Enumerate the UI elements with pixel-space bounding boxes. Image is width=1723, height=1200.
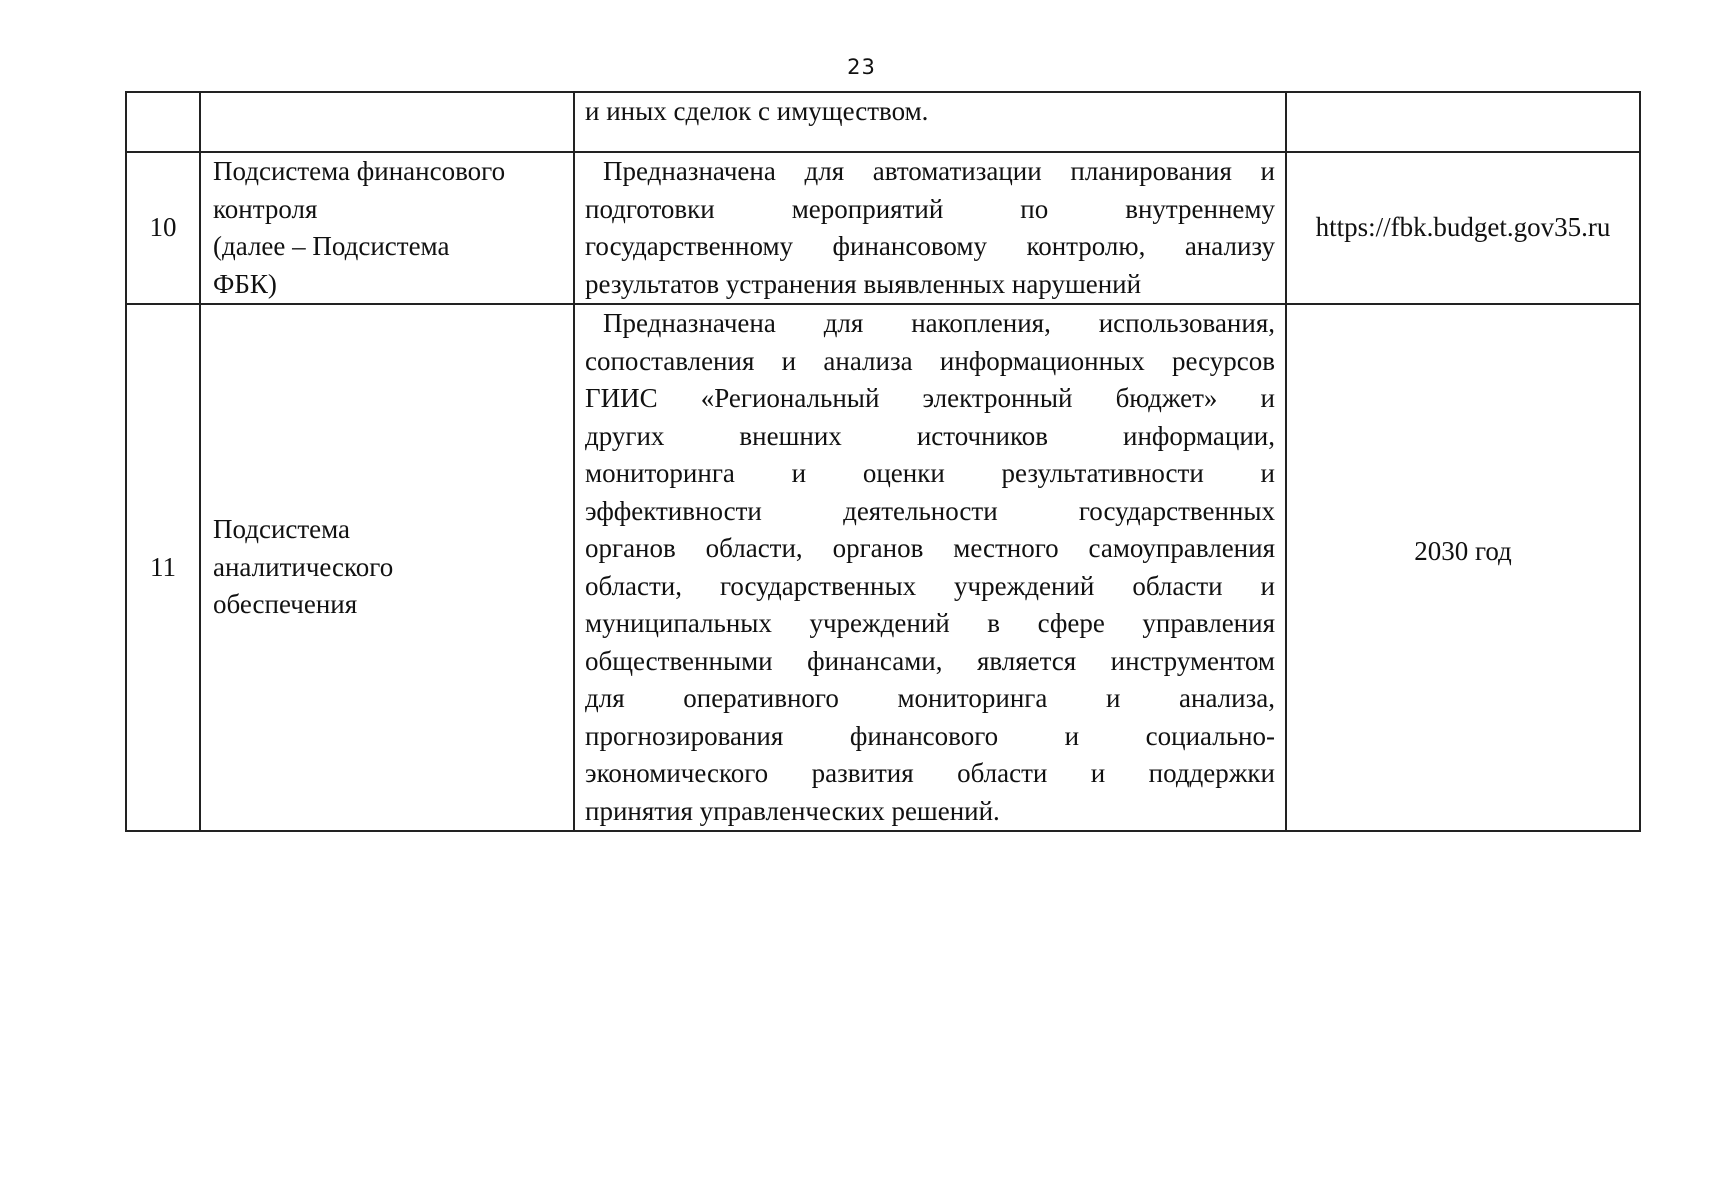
row-number-cell: 11	[126, 304, 200, 831]
subsystem-name-line: аналитического	[213, 551, 394, 582]
description-line: эффективности деятельности государственных	[585, 495, 1275, 526]
description-cell	[574, 304, 1286, 831]
description-line: области, государственных учреждений области и	[585, 570, 1275, 601]
description-line: и иных сделок с имуществом.	[585, 96, 929, 126]
description-line: мониторинга и оценки результативности и	[585, 458, 1275, 488]
table-row	[126, 152, 1640, 304]
description-line: ГИИС «Региональный электронный бюджет» и	[585, 383, 1275, 413]
extra-cell	[1286, 92, 1640, 152]
description-line: принятия управленческих решений.	[585, 795, 1000, 826]
page-number: 23	[847, 55, 876, 79]
description-cell	[574, 152, 1286, 304]
completion-year-cell: 2030 год	[1286, 304, 1640, 831]
table-row	[126, 304, 1640, 831]
row-number-cell: 10	[126, 152, 200, 304]
description-line: муниципальных учреждений в сфере управления	[585, 608, 1275, 638]
description-line: результатов устранения выявленных нарушений	[585, 268, 1142, 299]
description-line: органов области, органов местного самоуправления	[585, 533, 1275, 563]
system-url[interactable]: https://fbk.budget.gov35.ru	[1286, 152, 1640, 304]
description-line: Предназначена для автоматизации планирования и	[603, 156, 1275, 186]
table-row	[126, 92, 1640, 152]
row-number-cell	[126, 92, 200, 152]
description-line: государственному финансовому контролю, анализу	[585, 231, 1275, 261]
subsystem-name-line: контроля	[213, 193, 318, 224]
subsystems-table	[125, 91, 1641, 832]
description-line: прогнозирования финансового и социально-	[585, 720, 1275, 751]
subsystem-name-line: Подсистема финансового	[213, 156, 506, 186]
description-cell	[574, 92, 1286, 152]
description-line: других внешних источников информации,	[585, 420, 1275, 451]
subsystem-name-line: ФБК)	[213, 268, 277, 299]
description-line: Предназначена для накопления, использования,	[603, 308, 1275, 338]
subsystem-name-line: Подсистема	[213, 514, 351, 545]
subsystem-name-line: (далее – Подсистема	[213, 231, 450, 261]
description-line: экономического развития области и поддержки	[585, 758, 1275, 788]
subsystem-name-cell	[200, 92, 574, 152]
description-line: сопоставления и анализа информационных ресурсов	[585, 345, 1275, 376]
subsystem-name-line: обеспечения	[213, 589, 358, 620]
subsystem-name-cell	[200, 304, 574, 831]
description-line: подготовки мероприятий по внутреннему	[585, 193, 1275, 224]
description-line: общественными финансами, является инструментом	[585, 645, 1275, 676]
subsystem-name-cell	[200, 152, 574, 304]
description-line: для оперативного мониторинга и анализа,	[585, 683, 1275, 713]
